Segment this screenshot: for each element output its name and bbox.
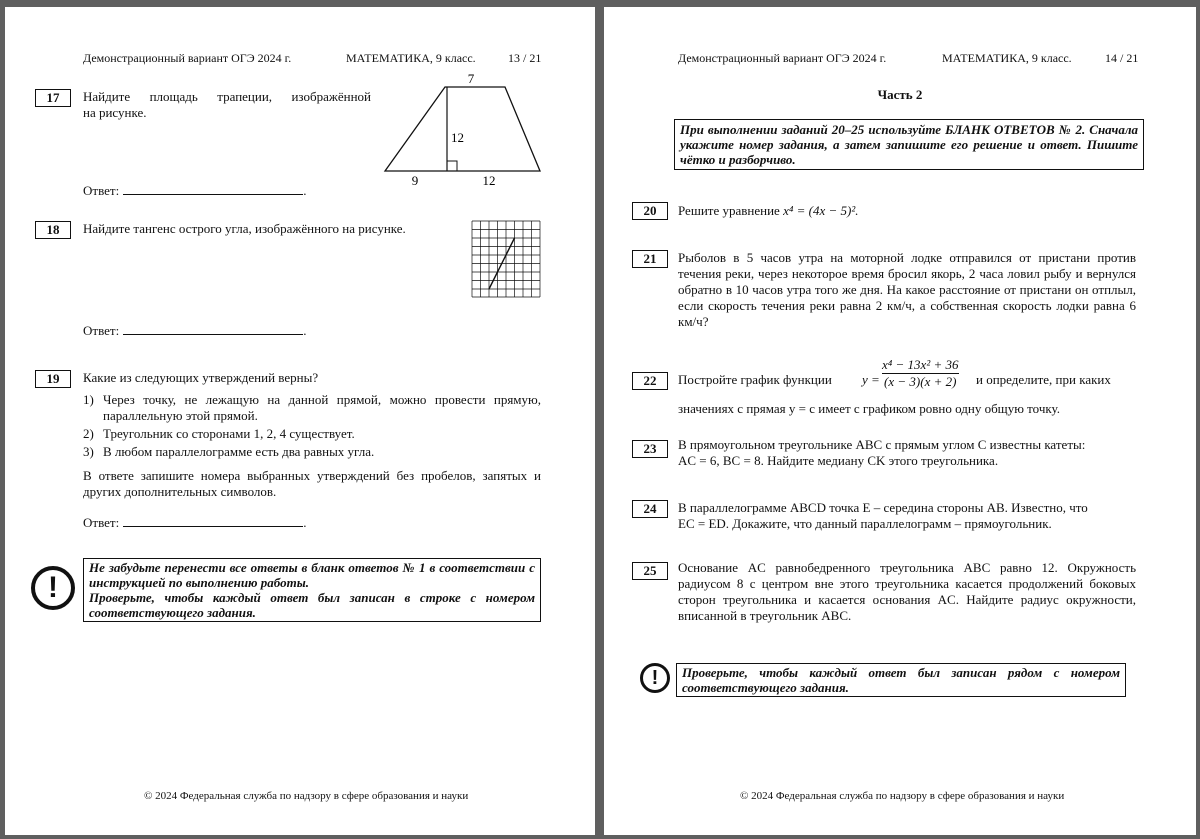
grid-lines (472, 221, 540, 297)
statement-3: 3) В любом параллелограмме есть два равных угла. (83, 444, 375, 459)
task-number-23: 23 (632, 440, 668, 458)
warning-icon: ! (31, 566, 75, 610)
part2-title: Часть 2 (877, 87, 923, 102)
task-17-text-line1: Найдите площадь трапеции, изображённой (83, 89, 371, 104)
task-number-21: 21 (632, 250, 668, 268)
task-number-24: 24 (632, 500, 668, 518)
trapezoid-top-label: 7 (467, 71, 475, 86)
task-25-text: Основание AC равнобедренного треугольника ABC равно 12. Окружность радиусом 8 с центром вне этого треугольника касается продолжений боковых сторон треугольника и касается основания AC. Найдите радиус окружности, вписанной в треугольник ABC. (678, 560, 1136, 623)
answer-line[interactable] (123, 515, 303, 527)
task-number-25: 25 (632, 562, 668, 580)
task-23-line2: AC = 6, BC = 8. Найдите медиану CK этого треугольника. (678, 453, 999, 468)
header-subject: МАТЕМАТИКА, 9 класс. (942, 51, 1072, 65)
header-subject: МАТЕМАТИКА, 9 класс. (346, 51, 476, 65)
task-17-answer: Ответ: . (83, 183, 307, 198)
task-19-answer: Ответ: . (83, 515, 307, 530)
warning-icon: ! (640, 663, 670, 693)
page-14 (604, 7, 1196, 835)
task-22-text-before: Постройте график функции (678, 372, 832, 387)
header-title: Демонстрационный вариант ОГЭ 2024 г. (678, 51, 887, 65)
task-number-17: 17 (35, 89, 71, 107)
task-number-19: 19 (35, 370, 71, 388)
header-page-number: 13 / 21 (508, 51, 542, 65)
statement-2: 2) Треугольник со сторонами 1, 2, 4 существует. (83, 426, 355, 441)
trapezoid-left-label: 9 (411, 173, 419, 188)
part2-instruction: При выполнении заданий 20–25 используйте БЛАНК ОТВЕТОВ № 2. Сначала укажите номер задания, а затем запишите его решение и ответ. Пишите чётко и разборчиво. (674, 119, 1144, 170)
trapezoid-right-label: 12 (482, 173, 496, 188)
task-24-line1: В параллелограмме ABCD точка E – середина стороны AB. Известно, что (678, 500, 1088, 515)
note-line2: Проверьте, чтобы каждый ответ был записан в строке с номером соответствующего задания. (89, 590, 535, 620)
trapezoid-height-label: 12 (451, 130, 464, 145)
task-number-22: 22 (632, 372, 668, 390)
transfer-answers-note (83, 558, 541, 622)
answer-label: Ответ: (83, 323, 120, 338)
trapezoid-shape (385, 87, 540, 171)
answer-line[interactable] (123, 323, 303, 335)
grid-angle-figure (471, 220, 541, 300)
task-23-line1: В прямоугольном треугольнике ABC с прямым углом C известны катеты: (678, 437, 1086, 452)
task-17-text-line2: на рисунке. (83, 105, 147, 120)
answer-line[interactable] (123, 183, 303, 195)
task-19-question: Какие из следующих утверждений верны? (83, 370, 319, 385)
check-answers-note: Проверьте, чтобы каждый ответ был записан рядом с номером соответствующего задания. (676, 663, 1126, 697)
header-title: Демонстрационный вариант ОГЭ 2024 г. (83, 51, 292, 65)
task-19-instruction: В ответе запишите номера выбранных утверждений без пробелов, запятых и других дополнительных символов. (83, 468, 541, 499)
fraction-numerator: x⁴ − 13x² + 36 (882, 357, 959, 372)
header-page-number: 14 / 21 (1105, 51, 1139, 65)
task-22-text-after: и определите, при каких (976, 372, 1111, 387)
right-angle-mark (447, 161, 457, 171)
task-22-fraction (882, 357, 959, 390)
task-number-18: 18 (35, 221, 71, 239)
task-20-formula: x⁴ = (4x − 5)². (783, 203, 859, 218)
task-22-line2: значениях c прямая y = c имеет с графиком ровно одну общую точку. (678, 401, 1060, 416)
trapezoid-figure (375, 69, 545, 194)
task-19-statements (83, 392, 541, 460)
note-line1: Не забудьте перенести все ответы в бланк ответов № 1 в соответствии с инструкцией по выполнению работы. (89, 560, 535, 590)
task-21-text: Рыболов в 5 часов утра на моторной лодке отправился от пристани против течения реки, через некоторое время бросил якорь, 2 часа ловил рыбу и вернулся обратно в 10 часов утра того же дня. На какое расстояние от пристани он отплыл, если скорость течения реки равна 2 км/ч, а собственная скорость лодки равна 6 км/ч? (678, 250, 1136, 329)
answer-label: Ответ: (83, 515, 120, 530)
page-13 (5, 7, 595, 835)
task-18-text: Найдите тангенс острого угла, изображённого на рисунке. (83, 221, 406, 236)
task-number-20: 20 (632, 202, 668, 220)
footer-copyright: © 2024 Федеральная служба по надзору в сфере образования и науки (740, 790, 1065, 802)
task-22-y-eq: y = (862, 372, 880, 387)
task-20-text: Решите уравнение x⁴ = (4x − 5)². (678, 203, 859, 218)
task-18-answer: Ответ: . (83, 323, 307, 338)
fraction-denominator: (x − 3)(x + 2) (882, 373, 959, 390)
footer-copyright: © 2024 Федеральная служба по надзору в сфере образования и науки (144, 790, 469, 802)
answer-label: Ответ: (83, 183, 120, 198)
statement-1: 1) Через точку, не лежащую на данной прямой, можно провести прямую, параллельную этой прямой. (83, 392, 541, 423)
task-24-line2: EC = ED. Докажите, что данный параллелограмм – прямоугольник. (678, 516, 1052, 531)
